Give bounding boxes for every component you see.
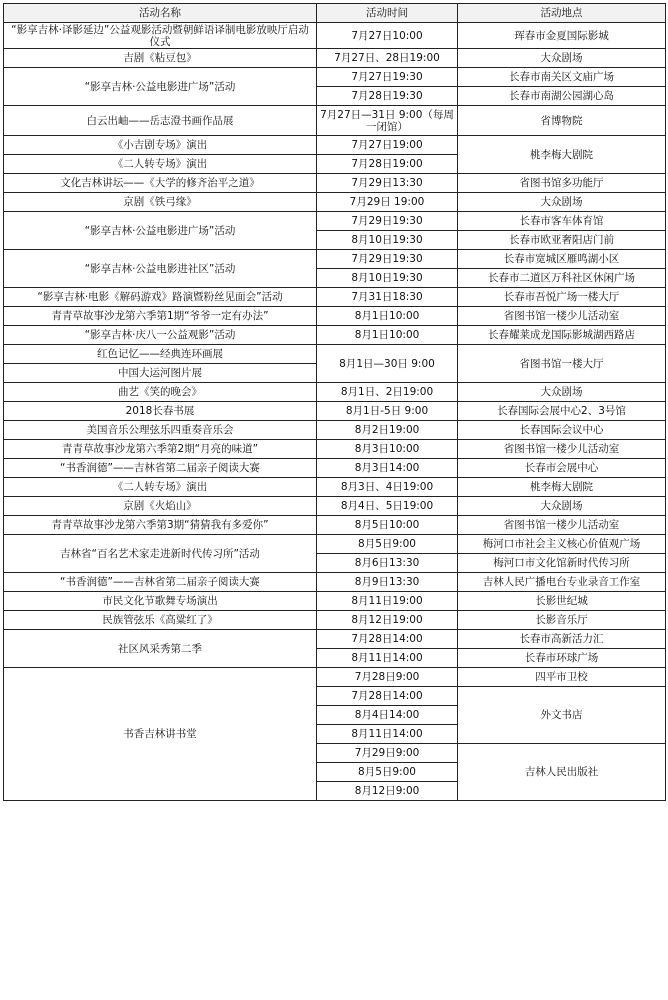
table-row (4, 326, 666, 345)
schedule-table (3, 3, 666, 801)
activity-time: 8月11日19:00 (317, 592, 458, 611)
activity-venue: 大众剧场 (458, 49, 666, 68)
activity-time: 8月1日—30日 9:00 (317, 345, 458, 383)
activity-venue: 桃李梅大剧院 (458, 136, 666, 174)
activity-name: 2018长春书展 (4, 402, 317, 421)
activity-time: 7月28日9:00 (317, 668, 458, 687)
activity-venue: 长春市客车体育馆 (458, 212, 666, 231)
activity-time: 7月27日19:30 (317, 68, 458, 87)
activity-time: 7月29日19:30 (317, 250, 458, 269)
table-row (4, 68, 666, 87)
table-row (4, 383, 666, 402)
activity-time: 8月6日13:30 (317, 554, 458, 573)
activity-name: 市民文化节歌舞专场演出 (4, 592, 317, 611)
table-row (4, 630, 666, 649)
activity-name: 京剧《火焰山》 (4, 497, 317, 516)
activity-time: 7月28日14:00 (317, 687, 458, 706)
activity-time: 8月5日9:00 (317, 535, 458, 554)
activity-venue: 桃李梅大剧院 (458, 478, 666, 497)
activity-venue: 吉林人民出版社 (458, 744, 666, 801)
activity-time: 8月11日14:00 (317, 725, 458, 744)
activity-venue: 长春市南关区文庙广场 (458, 68, 666, 87)
activity-name: “书香润德”——吉林省第二届亲子阅读大赛 (4, 459, 317, 478)
activity-time: 8月10日19:30 (317, 231, 458, 250)
table-row (4, 402, 666, 421)
activity-venue: 长春市南湖公园湖心岛 (458, 87, 666, 106)
activity-time: 8月3日、4日19:00 (317, 478, 458, 497)
activity-name: 吉剧《粘豆包》 (4, 49, 317, 68)
table-row (4, 193, 666, 212)
activity-time: 8月11日14:00 (317, 649, 458, 668)
activity-time: 7月28日19:00 (317, 155, 458, 174)
table-row (4, 23, 666, 49)
activity-name: 书香吉林讲书堂 (4, 668, 317, 801)
table-row (4, 421, 666, 440)
activity-venue: 省图书馆一楼少儿活动室 (458, 440, 666, 459)
activity-name: 青青草故事沙龙第六季第2期“月亮的味道” (4, 440, 317, 459)
activity-time: 8月2日19:00 (317, 421, 458, 440)
activity-venue: 省图书馆一楼少儿活动室 (458, 516, 666, 535)
activity-venue: 吉林人民广播电台专业录音工作室 (458, 573, 666, 592)
activity-time: 7月29日 19:00 (317, 193, 458, 212)
activity-time: 8月12日19:00 (317, 611, 458, 630)
activity-time: 8月4日、5日19:00 (317, 497, 458, 516)
table-row (4, 106, 666, 136)
activity-time: 7月27日—31日 9:00（每周一闭馆） (317, 106, 458, 136)
activity-name: 白云出岫——岳志澄书画作品展 (4, 106, 317, 136)
table-row (4, 668, 666, 687)
activity-time: 8月12日9:00 (317, 782, 458, 801)
activity-venue: 长春市会展中心 (458, 459, 666, 478)
activity-venue: 大众剧场 (458, 383, 666, 402)
table-row (4, 440, 666, 459)
activity-venue: 长春耀莱成龙国际影城湖西路店 (458, 326, 666, 345)
activity-venue: 长春市环球广场 (458, 649, 666, 668)
header-activity-venue: 活动地点 (458, 4, 666, 23)
header-activity-name: 活动名称 (4, 4, 317, 23)
activity-time: 8月5日10:00 (317, 516, 458, 535)
table-row (4, 611, 666, 630)
activity-time: 7月31日18:30 (317, 288, 458, 307)
header-activity-time: 活动时间 (317, 4, 458, 23)
activity-name: “影享吉林·庆八一公益观影”活动 (4, 326, 317, 345)
table-row (4, 497, 666, 516)
activity-name: 民族管弦乐《高粱红了》 (4, 611, 317, 630)
table-row (4, 592, 666, 611)
activity-name: 《二人转专场》演出 (4, 155, 317, 174)
activity-name: 曲艺《笑的晚会》 (4, 383, 317, 402)
table-row (4, 535, 666, 554)
activity-time: 8月4日14:00 (317, 706, 458, 725)
activity-venue: 长春国际会议中心 (458, 421, 666, 440)
table-row (4, 250, 666, 269)
activity-name: 社区风采秀第二季 (4, 630, 317, 668)
activity-venue: 长春国际会展中心2、3号馆 (458, 402, 666, 421)
activity-time: 8月10日19:30 (317, 269, 458, 288)
activity-time: 8月1日10:00 (317, 307, 458, 326)
activity-time: 8月1日、2日19:00 (317, 383, 458, 402)
activity-time: 7月28日14:00 (317, 630, 458, 649)
activity-name: 红色记忆——经典连环画展 (4, 345, 317, 364)
activity-name: “影享吉林·公益电影进社区”活动 (4, 250, 317, 288)
activity-name: “影享吉林·译影延边”公益观影活动暨朝鲜语译制电影放映厅启动仪式 (4, 23, 317, 49)
activity-name: 青青草故事沙龙第六季第1期“爷爷一定有办法” (4, 307, 317, 326)
activity-name: 吉林省“百名艺术家走进新时代传习所”活动 (4, 535, 317, 573)
activity-time: 8月1日-5日 9:00 (317, 402, 458, 421)
activity-venue: 省图书馆多功能厅 (458, 174, 666, 193)
activity-name: “影享吉林·公益电影进广场”活动 (4, 68, 317, 106)
activity-time: 8月9日13:30 (317, 573, 458, 592)
activity-venue: 省图书馆一楼大厅 (458, 345, 666, 383)
table-row (4, 49, 666, 68)
schedule-body (4, 23, 666, 801)
activity-name: “影享吉林·公益电影进广场”活动 (4, 212, 317, 250)
activity-venue: 大众剧场 (458, 193, 666, 212)
activity-venue: 长春市宽城区雁鸣湖小区 (458, 250, 666, 269)
activity-name: “影享吉林·电影《解码游戏》路演暨粉丝见面会”活动 (4, 288, 317, 307)
table-row (4, 516, 666, 535)
table-row (4, 136, 666, 155)
activity-time: 7月28日19:30 (317, 87, 458, 106)
table-row (4, 459, 666, 478)
activity-venue: 省博物院 (458, 106, 666, 136)
activity-venue: 大众剧场 (458, 497, 666, 516)
activity-name: “书香润德”——吉林省第二届亲子阅读大赛 (4, 573, 317, 592)
activity-venue: 长春市吾悦广场一楼大厅 (458, 288, 666, 307)
activity-venue: 四平市卫校 (458, 668, 666, 687)
activity-time: 7月27日19:00 (317, 136, 458, 155)
activity-time: 7月29日19:30 (317, 212, 458, 231)
table-row (4, 307, 666, 326)
table-header-row (4, 4, 666, 23)
activity-time: 8月3日14:00 (317, 459, 458, 478)
table-row (4, 288, 666, 307)
activity-time: 8月3日10:00 (317, 440, 458, 459)
activity-time: 7月29日9:00 (317, 744, 458, 763)
activity-time: 7月27日10:00 (317, 23, 458, 49)
activity-time: 7月29日13:30 (317, 174, 458, 193)
table-row (4, 478, 666, 497)
activity-venue: 长春市二道区万科社区休闲广场 (458, 269, 666, 288)
activity-venue: 梅河口市社会主义核心价值观广场 (458, 535, 666, 554)
activity-venue: 外文书店 (458, 687, 666, 744)
activity-venue: 省图书馆一楼少儿活动室 (458, 307, 666, 326)
activity-name: 青青草故事沙龙第六季第3期“猜猜我有多爱你” (4, 516, 317, 535)
table-row (4, 573, 666, 592)
activity-name: 《二人转专场》演出 (4, 478, 317, 497)
table-row (4, 345, 666, 364)
activity-venue: 长春市高新活力汇 (458, 630, 666, 649)
activity-time: 8月1日10:00 (317, 326, 458, 345)
activity-time: 8月5日9:00 (317, 763, 458, 782)
activity-name: 《小吉剧专场》演出 (4, 136, 317, 155)
activity-name: 京剧《铁弓缘》 (4, 193, 317, 212)
table-row (4, 212, 666, 231)
activity-venue: 梅河口市文化馆新时代传习所 (458, 554, 666, 573)
activity-name: 中国大运河图片展 (4, 364, 317, 383)
activity-name: 文化吉林讲坛——《大学的修齐治平之道》 (4, 174, 317, 193)
activity-venue: 长影世纪城 (458, 592, 666, 611)
activity-name: 美国音乐公理弦乐四重奏音乐会 (4, 421, 317, 440)
activity-venue: 珲春市金夏国际影城 (458, 23, 666, 49)
activity-venue: 长春市欧亚奢阳店门前 (458, 231, 666, 250)
activity-venue: 长影音乐厅 (458, 611, 666, 630)
activity-time: 7月27日、28日19:00 (317, 49, 458, 68)
table-row (4, 174, 666, 193)
